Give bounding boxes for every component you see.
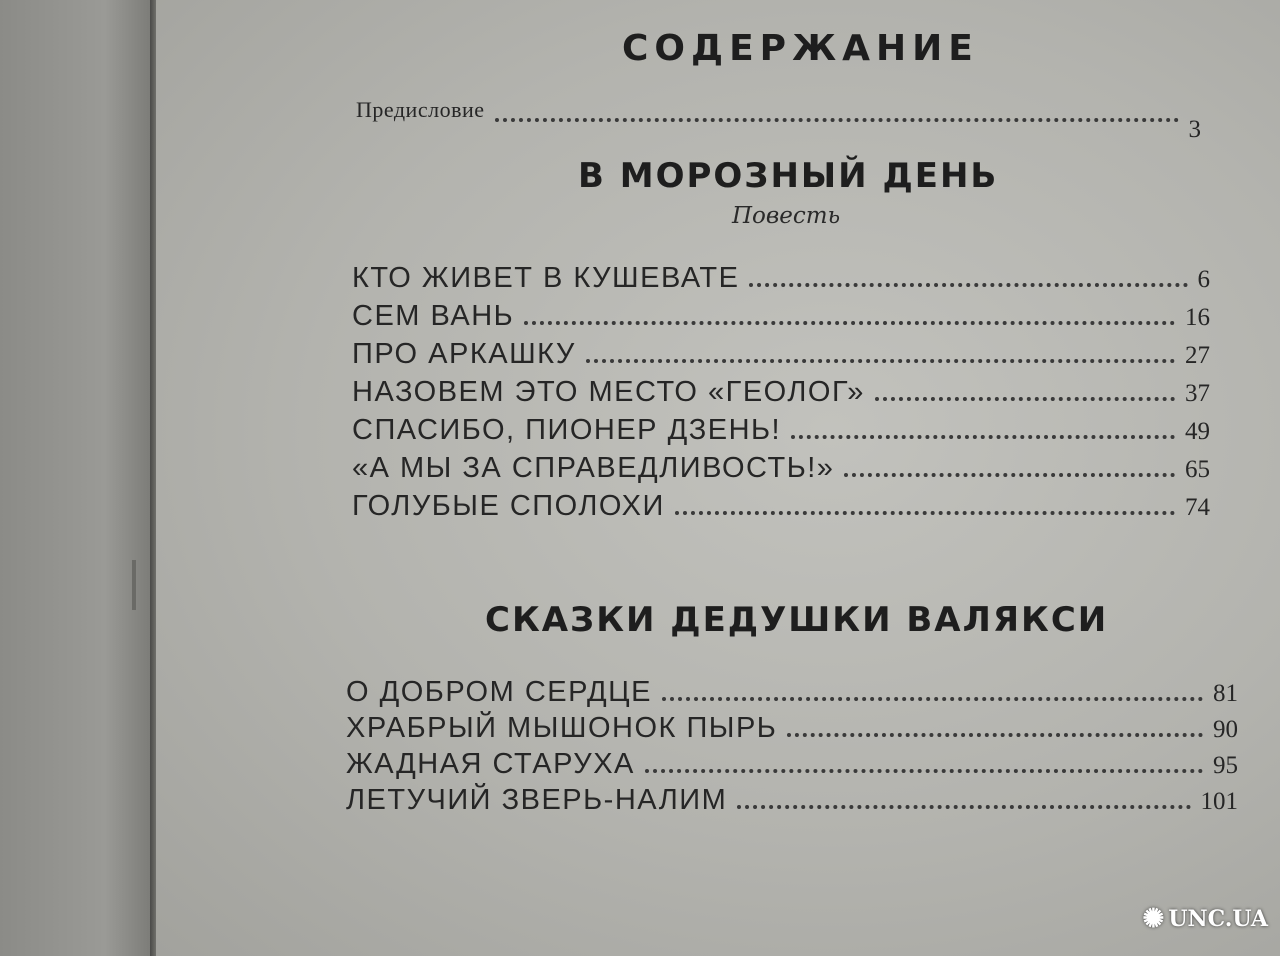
- toc-entry-title: ПРО АРКАШКУ: [352, 338, 576, 370]
- toc-entry: [352, 376, 1210, 409]
- toc-entry: [346, 712, 1238, 745]
- toc-entry-page: 6: [1197, 266, 1210, 293]
- toc-entry-page: 3: [1188, 116, 1201, 143]
- watermark-text: UNC.UA: [1168, 906, 1268, 932]
- toc-entry-title: КТО ЖИВЕТ В КУШЕВАТЕ: [352, 262, 740, 294]
- toc-entry-page: 37: [1185, 380, 1210, 407]
- page-title: СОДЕРЖАНИЕ: [622, 28, 979, 69]
- dot-leader: [791, 435, 1175, 439]
- star-burst-icon: ✺: [1142, 904, 1165, 934]
- dot-leader: [749, 283, 1187, 287]
- toc-entry: [346, 748, 1238, 781]
- dot-leader: [675, 511, 1175, 515]
- toc-entry-title: «А МЫ ЗА СПРАВЕДЛИВОСТЬ!»: [352, 452, 835, 484]
- toc-entry-title: СПАСИБО, ПИОНЕР ДЗЕНЬ!: [352, 414, 782, 446]
- watermark: [1143, 904, 1268, 934]
- toc-entry-title: Предисловие: [356, 97, 485, 122]
- section-title: СКАЗКИ ДЕДУШКИ ВАЛЯКСИ: [485, 600, 1109, 640]
- dot-leader: [524, 321, 1175, 325]
- toc-entry-page: 65: [1185, 456, 1210, 483]
- toc-entry: [352, 300, 1210, 333]
- toc-entry-title: ЖАДНАЯ СТАРУХА: [346, 748, 635, 780]
- dot-leader: [787, 733, 1203, 737]
- toc-entry: [352, 338, 1210, 371]
- toc-entry-page: 49: [1185, 418, 1210, 445]
- toc-entry: [352, 262, 1210, 295]
- toc-entry-page: 81: [1213, 680, 1238, 707]
- toc-entry: [352, 490, 1210, 523]
- dot-leader: [844, 473, 1175, 477]
- facing-page: [0, 0, 150, 956]
- toc-entry-title: ХРАБРЫЙ МЫШОНОК ПЫРЬ: [346, 712, 778, 744]
- toc-entry: [346, 676, 1238, 709]
- toc-entry-preface: [356, 96, 1201, 143]
- dot-leader: [495, 118, 1179, 122]
- toc-entry-page: 101: [1200, 788, 1238, 815]
- toc-entry-title: ЛЕТУЧИЙ ЗВЕРЬ-НАЛИМ: [346, 784, 728, 816]
- toc-entry-page: 16: [1185, 304, 1210, 331]
- page-mark: [132, 560, 136, 610]
- toc-entry-page: 27: [1185, 342, 1210, 369]
- toc-entry: [352, 414, 1210, 447]
- toc-entry-page: 90: [1213, 716, 1238, 743]
- toc-entry-page: 74: [1185, 494, 1210, 521]
- dot-leader: [875, 397, 1175, 401]
- dot-leader: [662, 697, 1203, 701]
- section-title: В МОРОЗНЫЙ ДЕНЬ: [578, 156, 999, 196]
- dot-leader: [586, 359, 1175, 363]
- section-subtitle: Повесть: [732, 203, 841, 229]
- dot-leader: [737, 805, 1190, 809]
- toc-entry: [352, 452, 1210, 485]
- dot-leader: [645, 769, 1203, 773]
- toc-entry-page: 95: [1213, 752, 1238, 779]
- toc-entry-title: О ДОБРОМ СЕРДЦЕ: [346, 676, 652, 708]
- toc-entry-title: СЕМ ВАНЬ: [352, 300, 515, 332]
- toc-entry-title: НАЗОВЕМ ЭТО МЕСТО «ГЕОЛОГ»: [352, 376, 865, 408]
- toc-entry: [346, 784, 1238, 817]
- toc-entry-title: ГОЛУБЫЕ СПОЛОХИ: [352, 490, 665, 522]
